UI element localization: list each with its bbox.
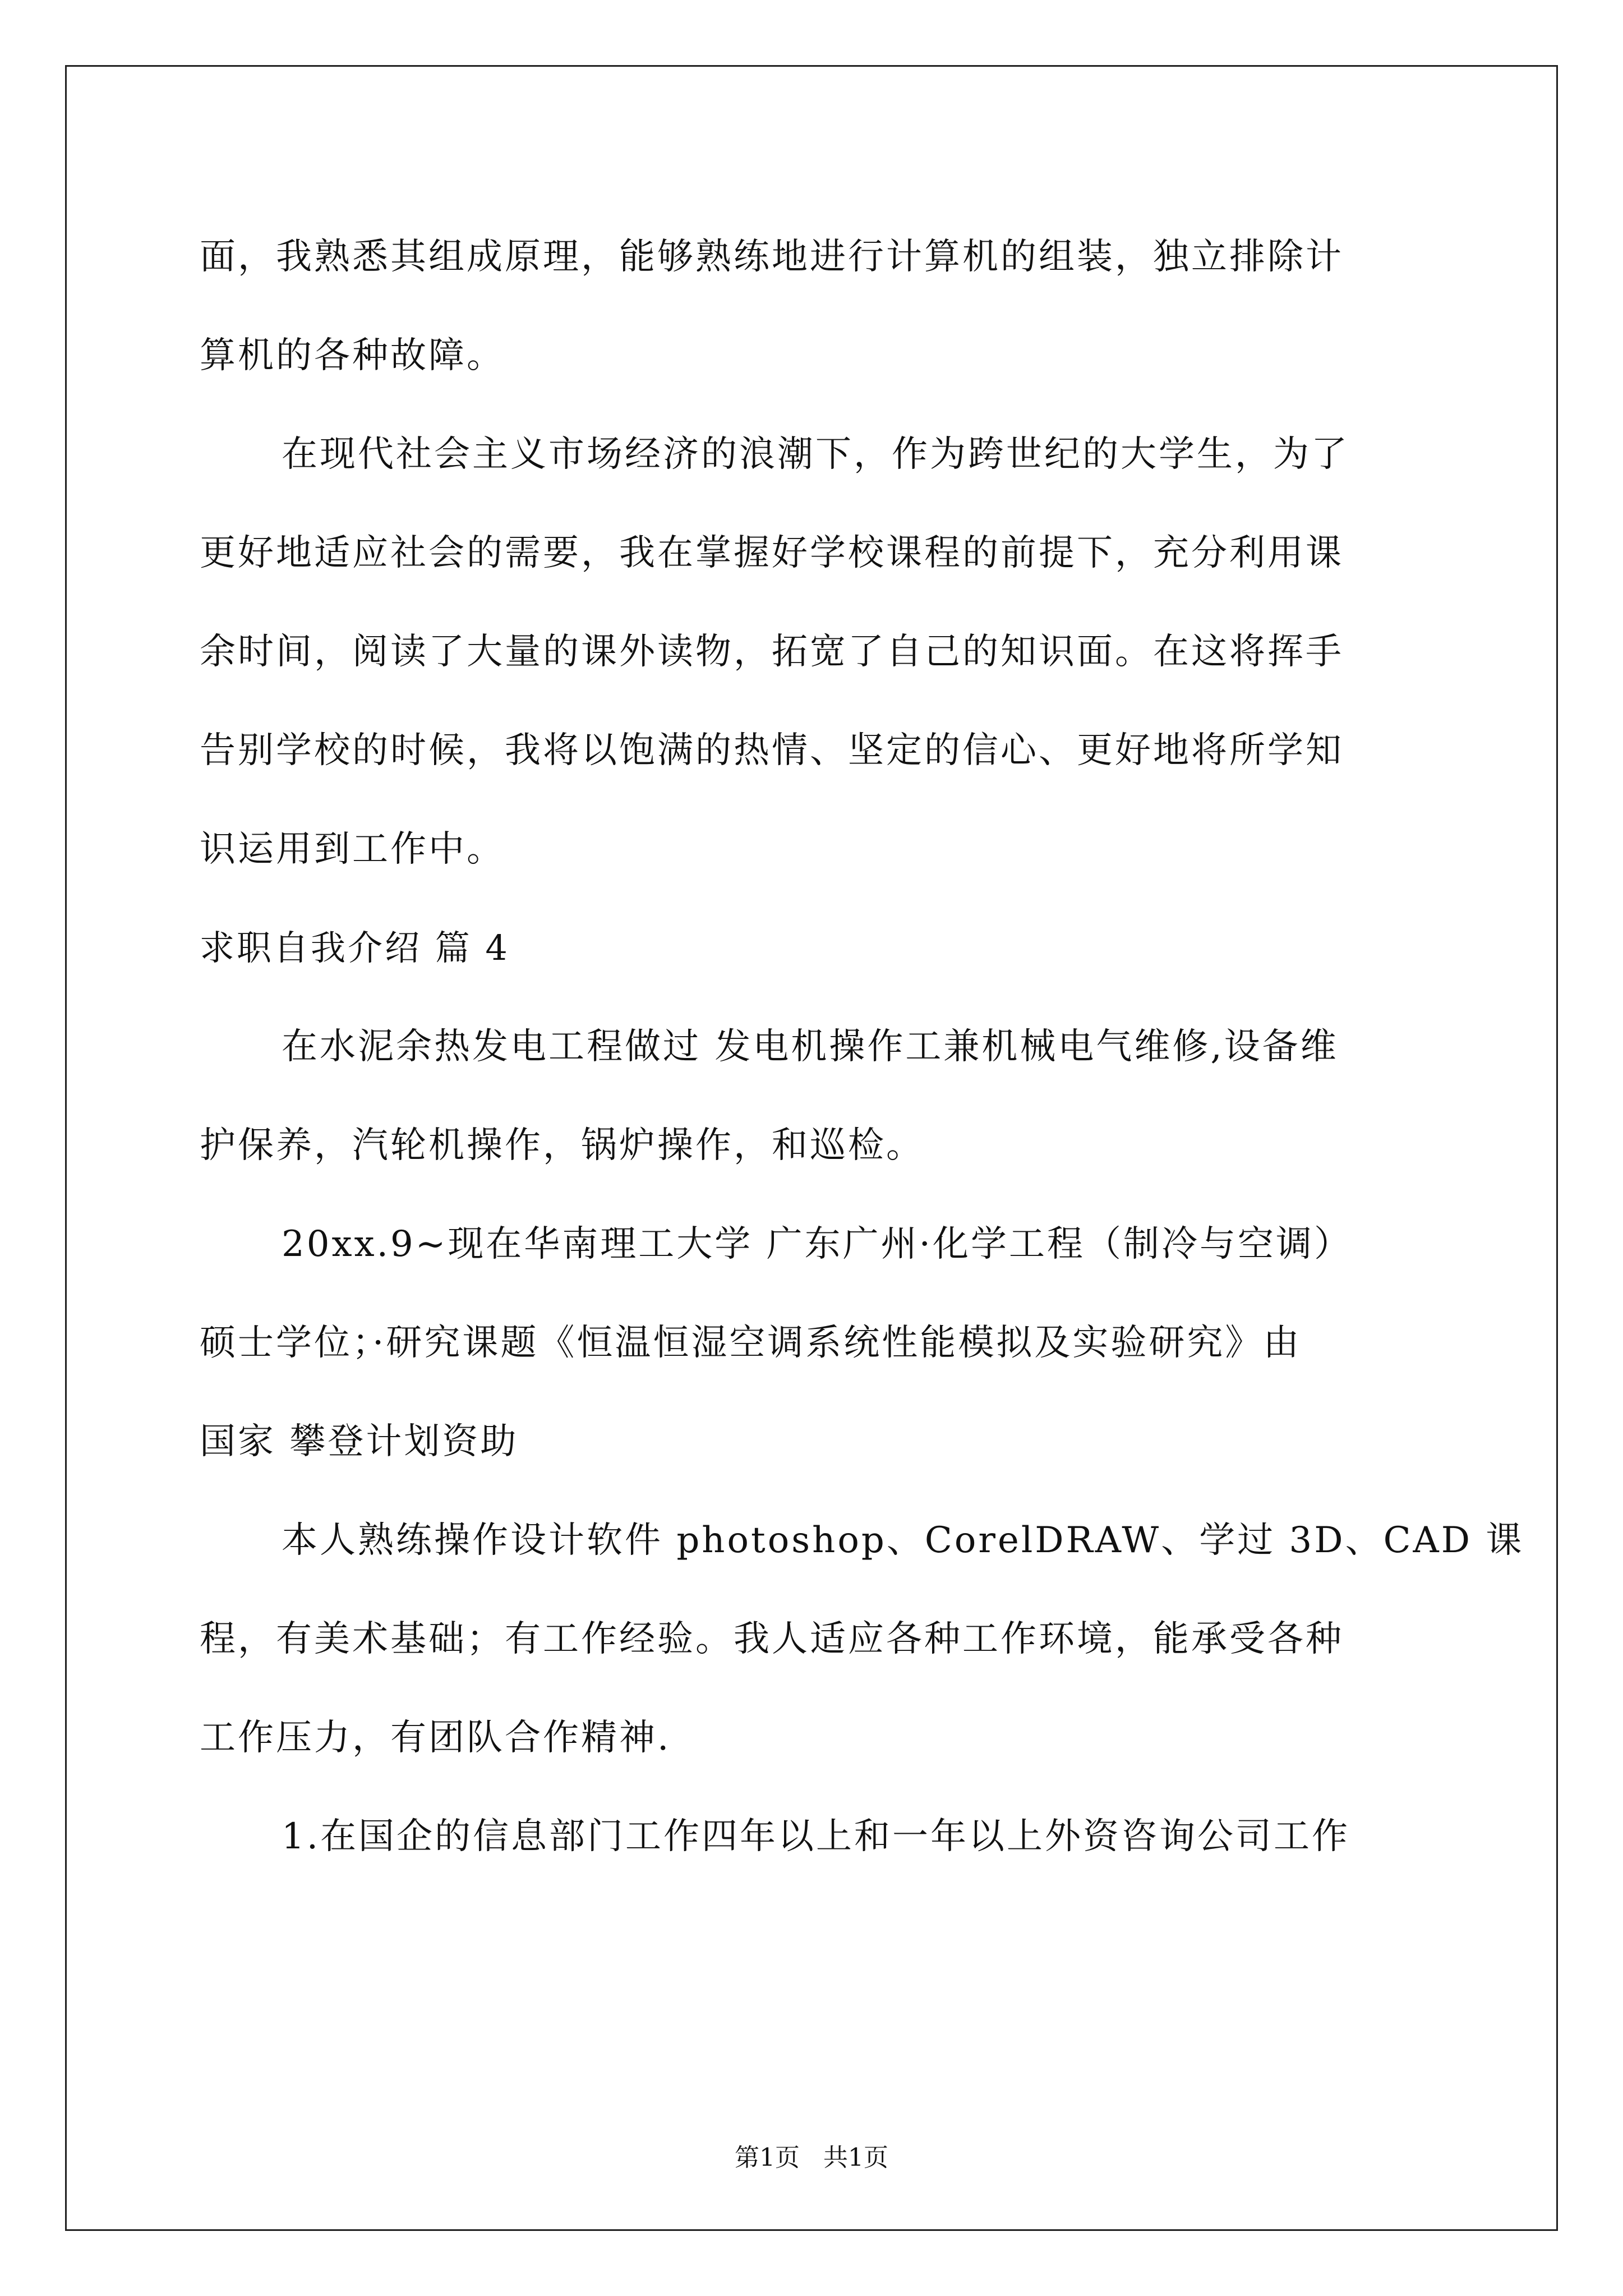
page-total: 共1页 bbox=[823, 2143, 888, 2172]
text-line: 告别学校的时候，我将以饱满的热情、坚定的信心、更好地将所学知 bbox=[200, 730, 1344, 771]
text-line: 护保养，汽轮机操作，锅炉操作，和巡检。 bbox=[200, 1125, 924, 1166]
paragraph-start-line: 在水泥余热发电工程做过 发电机操作工兼机械电气维修,设备维 bbox=[282, 1026, 1339, 1068]
paragraph-start-line: 1.在国企的信息部门工作四年以上和一年以上外资咨询公司工作 bbox=[282, 1816, 1350, 1857]
page-footer bbox=[0, 2137, 1623, 2173]
text-line: 程，有美术基础；有工作经验。我人适应各种工作环境，能承受各种 bbox=[200, 1618, 1344, 1660]
section-heading: 求职自我介绍 篇 4 bbox=[200, 927, 510, 968]
paragraph-start-line: 20xx.9~现在华南理工大学 广东广州·化学工程（制冷与空调） bbox=[282, 1223, 1352, 1265]
text-line: 面，我熟悉其组成原理，能够熟练地进行计算机的组装，独立排除计 bbox=[200, 236, 1344, 278]
page-number: 第1页 bbox=[735, 2143, 800, 2172]
paragraph-start-line: 在现代社会主义市场经济的浪潮下，作为跨世纪的大学生，为了 bbox=[282, 434, 1349, 475]
text-line: 识运用到工作中。 bbox=[200, 829, 505, 870]
paragraph-start-line: 本人熟练操作设计软件 photoshop、CorelDRAW、学过 3D、CAD 课 bbox=[282, 1520, 1524, 1561]
text-line: 硕士学位；·研究课题《恒温恒湿空调系统性能模拟及实验研究》由 bbox=[200, 1322, 1302, 1364]
text-line: 余时间，阅读了大量的课外读物，拓宽了自己的知识面。在这将挥手 bbox=[200, 631, 1344, 673]
text-line: 工作压力，有团队合作精神. bbox=[200, 1717, 671, 1759]
text-line: 更好地适应社会的需要，我在掌握好学校课程的前提下，充分利用课 bbox=[200, 532, 1344, 574]
text-line: 算机的各种故障。 bbox=[200, 335, 505, 376]
document-body bbox=[200, 208, 1524, 1886]
text-line: 国家 攀登计划资助 bbox=[200, 1421, 519, 1462]
